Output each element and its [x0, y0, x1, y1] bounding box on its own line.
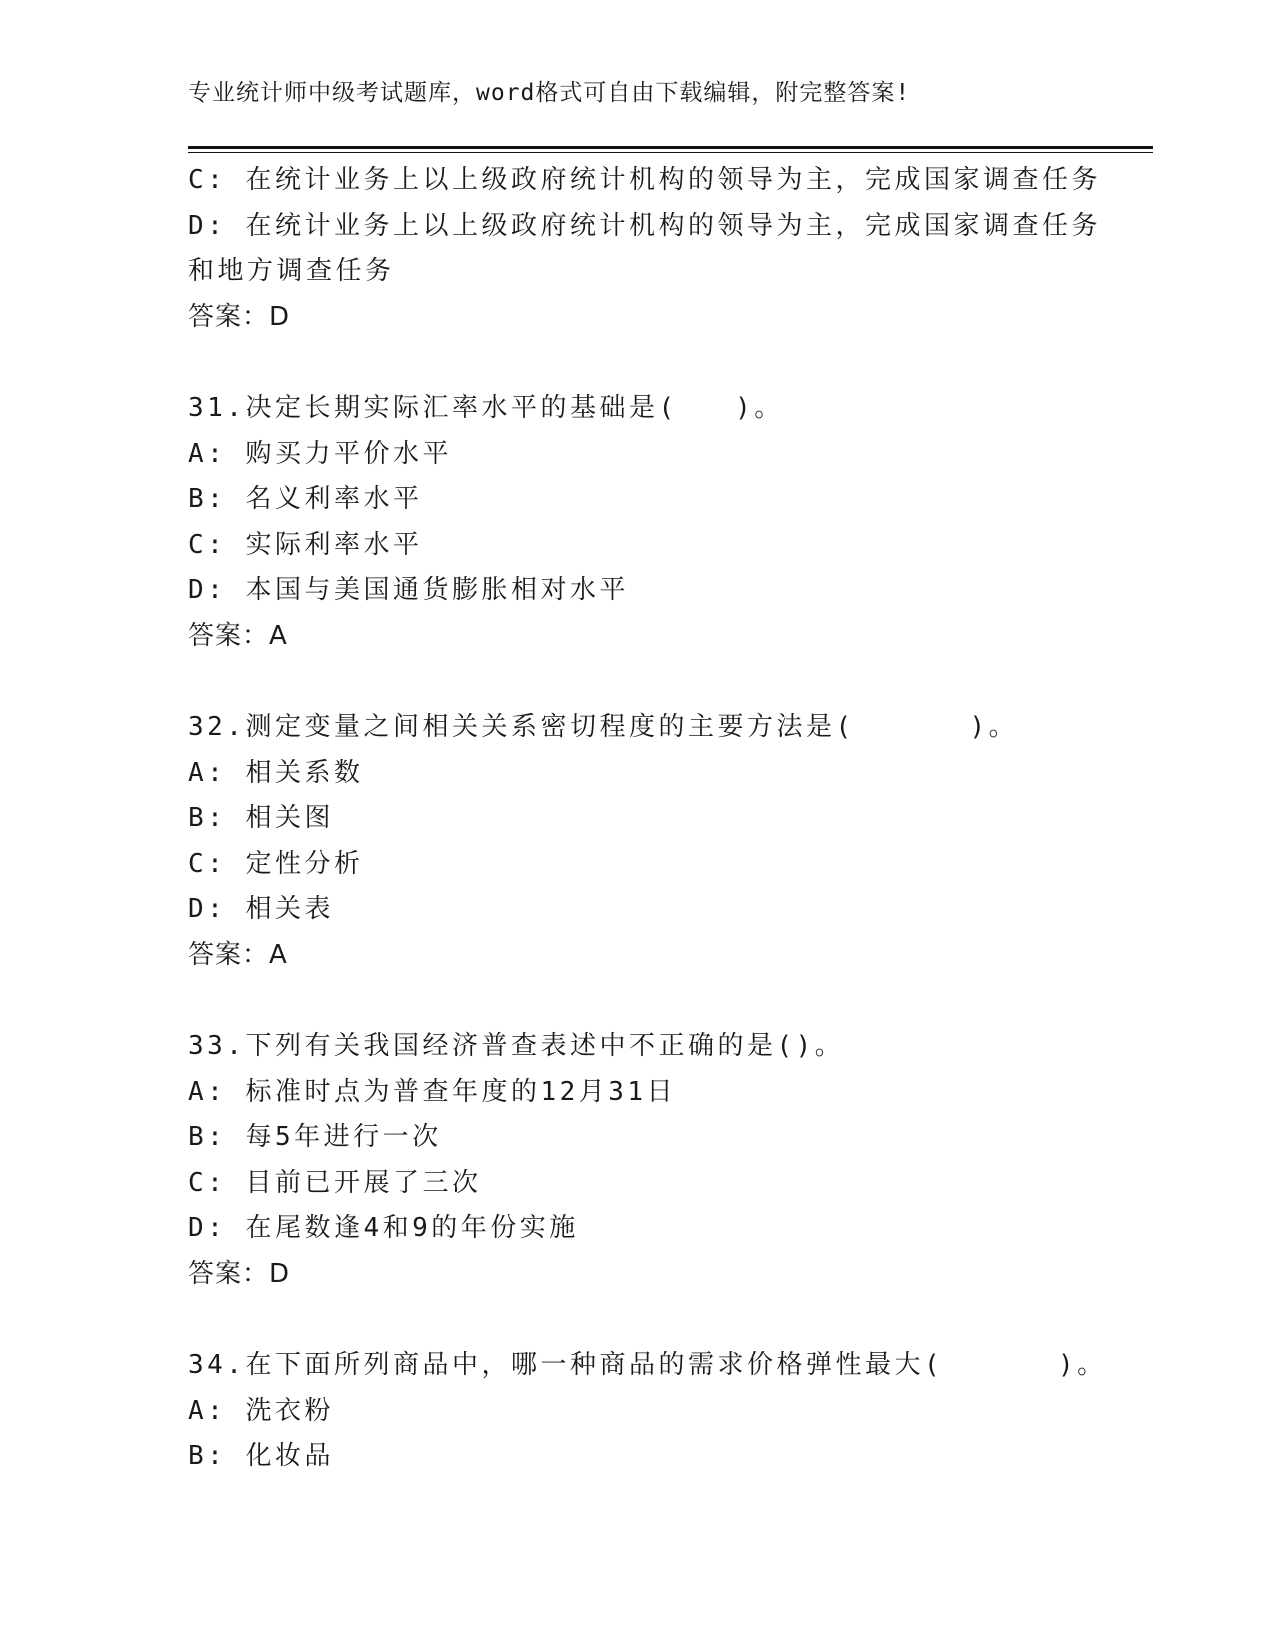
option-c: C: 定性分析: [188, 848, 364, 879]
option-d: D: 本国与美国通货膨胀相对水平: [188, 575, 629, 605]
option-c: C: 目前已开展了三次: [188, 1167, 482, 1198]
option-b: B: 每5年进行一次: [188, 1122, 442, 1152]
option-d: D: 在尾数逢4和9的年份实施: [188, 1213, 579, 1243]
answer: 答案：D: [188, 301, 291, 332]
question-stem: 33.下列有关我国经济普查表述中不正确的是()。: [188, 1031, 845, 1061]
question-stem: 32.测定变量之间相关关系密切程度的主要方法是( )。: [188, 712, 1019, 742]
question-content: [188, 158, 1107, 1480]
question-34: [188, 1343, 1107, 1480]
option-a: A: 标准时点为普查年度的12月31日: [188, 1076, 677, 1107]
option-a: A: 购买力平价水平: [188, 438, 452, 469]
question-33: [188, 1024, 1088, 1297]
option-d: D: 相关表: [188, 894, 334, 924]
question-stem: 31.决定长期实际汇率水平的基础是( )。: [188, 393, 784, 423]
option-b: B: 名义利率水平: [188, 484, 423, 514]
option-d: D: 在统计业务上以上级政府统计机构的领导为主，完成国家调查任务: [188, 210, 1101, 241]
option-a: A: 相关系数: [188, 757, 364, 788]
answer: 答案：D: [188, 1258, 291, 1289]
question-32: [188, 705, 1088, 978]
answer: 答案：A: [188, 939, 288, 970]
question-stem: 34.在下面所列商品中，哪一种商品的需求价格弹性最大( )。: [188, 1350, 1107, 1380]
option-c: C: 实际利率水平: [188, 529, 423, 560]
option-b: B: 化妆品: [188, 1441, 334, 1471]
header-divider-thick: [188, 146, 1153, 149]
option-d-continued: 和地方调查任务: [188, 256, 395, 286]
continued-question: [188, 158, 1101, 340]
option-a: A: 洗衣粉: [188, 1395, 334, 1426]
answer: 答案：A: [188, 620, 288, 651]
option-c: C: 在统计业务上以上级政府统计机构的领导为主，完成国家调查任务: [188, 165, 1101, 195]
page-header: 专业统计师中级考试题库，word格式可自由下载编辑，附完整答案!: [188, 80, 911, 106]
option-b: B: 相关图: [188, 803, 334, 833]
header-divider-thin: [188, 152, 1153, 153]
question-31: [188, 386, 1088, 659]
